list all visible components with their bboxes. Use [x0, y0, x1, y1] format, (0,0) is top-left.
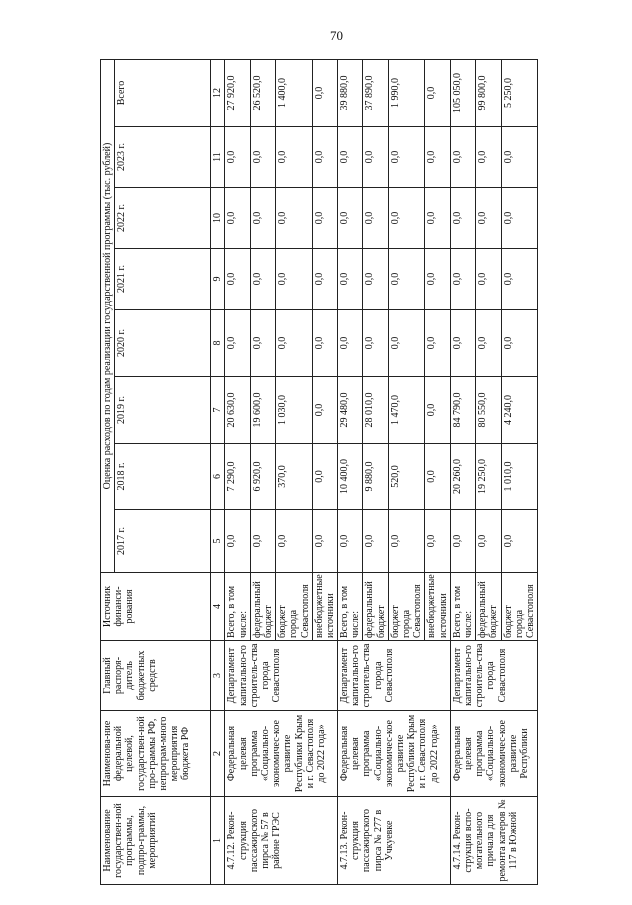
measure-name: 4.7.14. Рекон-струкция вспо-могательного причала для ремонта катеров № 117 в Южной — [450, 797, 537, 885]
total-value: 27 920,0 — [225, 60, 250, 127]
year-value: 0,0 — [425, 310, 450, 377]
year-value: 0,0 — [312, 510, 337, 573]
year-value: 0,0 — [425, 127, 450, 188]
year-value: 0,0 — [312, 127, 337, 188]
header-expense-estimate: Оценка расходов по годам реализации государственной программы (тыс. рублей) — [101, 60, 115, 573]
header-year: 2021 г. — [115, 249, 211, 310]
year-value: 0,0 — [363, 249, 388, 310]
budget-manager: Департамент капитально-го строитель-ства города Севастополя — [450, 641, 537, 711]
year-value: 0,0 — [363, 310, 388, 377]
year-value: 0,0 — [476, 127, 501, 188]
year-value: 520,0 — [388, 444, 425, 510]
header-federal-program: Наименова-ние федеральной целевой, государствен-ной про-граммы РФ, непрограм-много мероприятия бюджета РФ — [101, 711, 211, 797]
header-year: 2019 г. — [115, 377, 211, 444]
year-value: 0,0 — [338, 310, 363, 377]
federal-program-name: Федеральная целевая программа «Социально-экономичес-кое развитие Республики Крым и г. Севастополя до 2022 года» — [338, 711, 451, 797]
year-value: 0,0 — [338, 249, 363, 310]
year-value: 0,0 — [312, 310, 337, 377]
funding-source: Всего, в том числе: — [338, 573, 363, 641]
year-value: 28 010,0 — [363, 377, 388, 444]
year-value: 0,0 — [225, 188, 250, 249]
header-year: 2023 г. — [115, 127, 211, 188]
measure-name: 4.7.13. Рекон-струкция пассажирского пирса № 277 в Учкуевке — [338, 797, 451, 885]
column-number: 8 — [211, 310, 225, 377]
rotated-budget-sheet — [100, 60, 630, 885]
funding-source: бюджет города Севастополя — [501, 573, 538, 641]
year-value: 0,0 — [250, 310, 275, 377]
column-number: 2 — [211, 711, 225, 797]
year-value: 0,0 — [363, 188, 388, 249]
year-value: 0,0 — [425, 444, 450, 510]
year-value: 0,0 — [276, 249, 313, 310]
table-row — [225, 60, 250, 885]
header-row-top — [101, 60, 115, 885]
year-value: 20 630,0 — [225, 377, 250, 444]
year-value: 9 880,0 — [363, 444, 388, 510]
funding-source: бюджет города Севастополя — [388, 573, 425, 641]
year-value: 7 290,0 — [225, 444, 250, 510]
year-value: 0,0 — [225, 510, 250, 573]
total-value: 39 880,0 — [338, 60, 363, 127]
year-value: 0,0 — [276, 310, 313, 377]
year-value: 84 790,0 — [450, 377, 475, 444]
year-value: 0,0 — [450, 188, 475, 249]
year-value: 19 250,0 — [476, 444, 501, 510]
table-row — [338, 60, 363, 885]
funding-source: внебюджетные источники — [312, 573, 337, 641]
year-value: 0,0 — [476, 510, 501, 573]
year-value: 6 920,0 — [250, 444, 275, 510]
header-budget-manager: Главный распоря-дитель бюджетных средств — [101, 641, 211, 711]
total-value: 1 400,0 — [276, 60, 313, 127]
column-number: 12 — [211, 60, 225, 127]
measure-name: 4.7.12. Рекон-струкция пассажирского пирса № 57 в районе ГРЭС — [225, 797, 338, 885]
year-value: 0,0 — [425, 188, 450, 249]
year-value: 0,0 — [388, 249, 425, 310]
total-value: 0,0 — [425, 60, 450, 127]
year-value: 10 400,0 — [338, 444, 363, 510]
column-number-row — [211, 60, 225, 885]
year-value: 0,0 — [338, 188, 363, 249]
column-number: 10 — [211, 188, 225, 249]
header-funding-source: Источник финанси-рования — [101, 573, 211, 641]
funding-source: федеральный бюджет — [476, 573, 501, 641]
year-value: 20 260,0 — [450, 444, 475, 510]
year-value: 0,0 — [338, 510, 363, 573]
year-value: 0,0 — [250, 188, 275, 249]
funding-source: Всего, в том числе: — [225, 573, 250, 641]
year-value: 0,0 — [250, 510, 275, 573]
funding-source: Всего, в том числе: — [450, 573, 475, 641]
year-value: 0,0 — [312, 377, 337, 444]
year-value: 0,0 — [450, 510, 475, 573]
year-value: 1 030,0 — [276, 377, 313, 444]
year-value: 0,0 — [363, 510, 388, 573]
header-year: 2017 г. — [115, 510, 211, 573]
total-value: 26 520,0 — [250, 60, 275, 127]
year-value: 0,0 — [450, 249, 475, 310]
year-value: 80 550,0 — [476, 377, 501, 444]
column-number: 5 — [211, 510, 225, 573]
funding-source: федеральный бюджет — [363, 573, 388, 641]
year-value: 0,0 — [312, 249, 337, 310]
column-number: 1 — [211, 797, 225, 885]
budget-table — [100, 59, 538, 885]
total-value: 0,0 — [312, 60, 337, 127]
year-value: 0,0 — [276, 127, 313, 188]
header-year: 2018 г. — [115, 444, 211, 510]
budget-manager: Департамент капитально-го строитель-ства города Севастополя — [225, 641, 338, 711]
year-value: 0,0 — [225, 249, 250, 310]
year-value: 0,0 — [388, 127, 425, 188]
year-value: 19 600,0 — [250, 377, 275, 444]
year-value: 0,0 — [501, 188, 538, 249]
year-value: 0,0 — [388, 510, 425, 573]
header-year: 2020 г. — [115, 310, 211, 377]
total-value: 37 890,0 — [363, 60, 388, 127]
year-value: 0,0 — [388, 188, 425, 249]
year-value: 4 240,0 — [501, 377, 538, 444]
year-value: 0,0 — [276, 510, 313, 573]
year-value: 0,0 — [250, 127, 275, 188]
year-value: 0,0 — [312, 188, 337, 249]
year-value: 0,0 — [225, 127, 250, 188]
year-value: 0,0 — [363, 127, 388, 188]
year-value: 1 010,0 — [501, 444, 538, 510]
year-value: 0,0 — [276, 188, 313, 249]
page-number: 70 — [330, 28, 343, 43]
header-total: Всего — [115, 60, 211, 127]
funding-source: федеральный бюджет — [250, 573, 275, 641]
year-value: 0,0 — [501, 249, 538, 310]
column-number: 11 — [211, 127, 225, 188]
year-value: 0,0 — [425, 510, 450, 573]
federal-program-name: Федеральная целевая программа «Социально-экономичес-кое развитие Республики — [450, 711, 537, 797]
total-value: 99 800,0 — [476, 60, 501, 127]
year-value: 0,0 — [425, 377, 450, 444]
table-row — [450, 60, 475, 885]
year-value: 0,0 — [225, 310, 250, 377]
column-number: 4 — [211, 573, 225, 641]
year-value: 0,0 — [476, 188, 501, 249]
year-value: 0,0 — [250, 249, 275, 310]
year-value: 0,0 — [450, 127, 475, 188]
funding-source: бюджет города Севастополя — [276, 573, 313, 641]
year-value: 0,0 — [388, 310, 425, 377]
year-value: 0,0 — [501, 310, 538, 377]
budget-manager: Департамент капитально-го строитель-ства города Севастополя — [338, 641, 451, 711]
column-number: 3 — [211, 641, 225, 711]
year-value: 0,0 — [476, 249, 501, 310]
year-value: 0,0 — [338, 127, 363, 188]
header-program-name: Наименование государствен-ной программы, подпро-граммы, мероприятий — [101, 797, 211, 885]
column-number: 9 — [211, 249, 225, 310]
year-value: 370,0 — [276, 444, 313, 510]
year-value: 0,0 — [476, 310, 501, 377]
year-value: 0,0 — [425, 249, 450, 310]
header-year: 2022 г. — [115, 188, 211, 249]
table-body — [225, 60, 538, 885]
funding-source: внебюджетные источники — [425, 573, 450, 641]
column-number: 6 — [211, 444, 225, 510]
column-number: 7 — [211, 377, 225, 444]
year-value: 0,0 — [501, 127, 538, 188]
total-value: 1 990,0 — [388, 60, 425, 127]
total-value: 5 250,0 — [501, 60, 538, 127]
year-value: 0,0 — [450, 310, 475, 377]
year-value: 0,0 — [501, 510, 538, 573]
federal-program-name: Федеральная целевая программа «Социально-экономичес-кое развитие Республики Крым и г. Севастополя до 2022 года» — [225, 711, 338, 797]
year-value: 29 480,0 — [338, 377, 363, 444]
year-value: 0,0 — [312, 444, 337, 510]
total-value: 105 050,0 — [450, 60, 475, 127]
year-value: 1 470,0 — [388, 377, 425, 444]
